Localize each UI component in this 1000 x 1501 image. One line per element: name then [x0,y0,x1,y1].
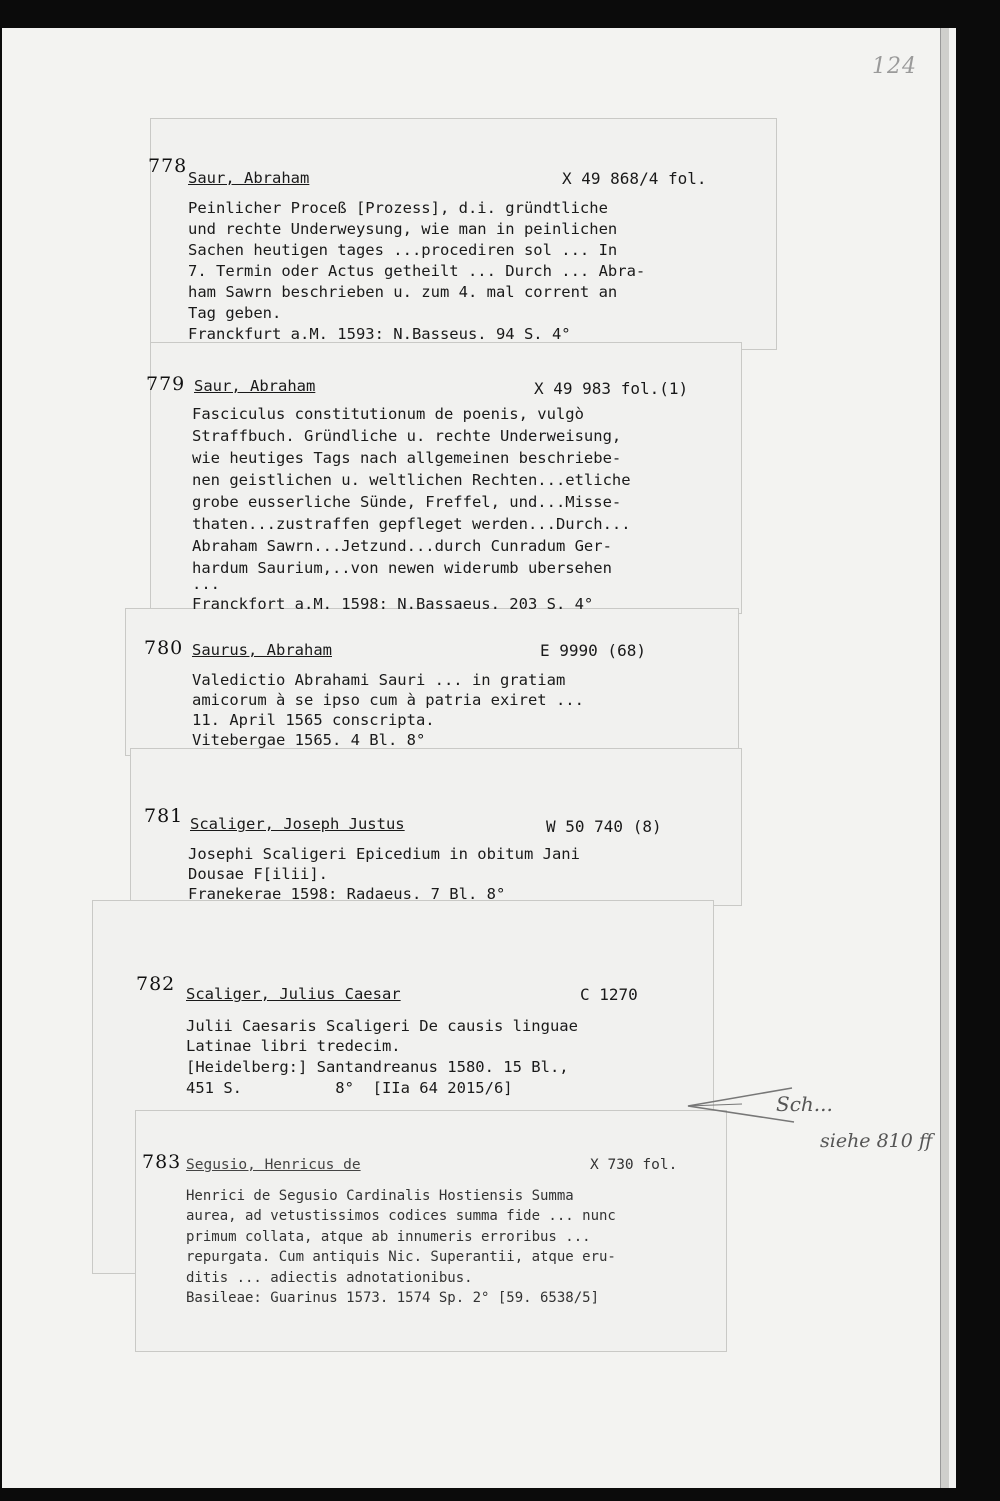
entry-heading [186,1155,361,1176]
entry-number: 780 [144,637,184,659]
author-name: Segusio, Henricus de [186,1157,361,1173]
entry-line: und rechte Underweysung, wie man in peinlichen [188,220,618,238]
imprint-line: Franckfurt a.M. 1593: N.Basseus. 94 S. 4° [188,325,571,343]
entry-heading [188,168,309,189]
entry-line: Fasciculus constitutionum de poenis, vulgò [192,405,584,423]
entry-line: primum collata, atque ab innumeris erroribus ... [186,1229,591,1245]
entry-line: ... [192,575,220,593]
imprint-line: Franekerae 1598: Radaeus. 7 Bl. 8° [188,885,506,903]
shelfmark: E 9990 (68) [540,641,646,660]
entry-line: Valedictio Abrahami Sauri ... in gratiam [192,671,566,689]
entry-line: ditis ... adiectis adnotationibus. [186,1270,473,1286]
imprint-line: 451 S. 8° [IIa 64 2015/6] [186,1079,513,1097]
entry-line: amicorum à se ipso cum à patria exiret ... [192,691,584,709]
entry-number: 782 [136,973,176,995]
entry-number: 779 [146,373,186,395]
author-name: Saur, Abraham [188,169,310,187]
entry-number: 781 [144,805,184,827]
entry-line: [Heidelberg:] Santandreanus 1580. 15 Bl., [186,1058,569,1076]
entry-line: Tag geben. [188,304,282,322]
entry-line: nen geistlichen u. weltlichen Rechten...etliche [192,471,631,489]
entry-heading [192,640,332,661]
entry-line: Josephi Scaligeri Epicedium in obitum Jani [188,845,580,863]
shelfmark: X 730 fol. [590,1157,678,1173]
entry-line: hardum Saurium,..von newen widerumb ubersehen [192,559,612,577]
entry-line: Latinae libri tredecim. [186,1037,401,1055]
shelfmark: C 1270 [580,985,638,1004]
entry-line: Sachen heutigen tages ...procediren sol ... In [188,241,618,259]
imprint-line: Vitebergae 1565. 4 Bl. 8° [192,731,426,749]
shelfmark: X 49 868/4 fol. [562,169,707,188]
entry-line: thaten...zustraffen gepfleget werden...Durch... [192,515,631,533]
entry-heading [190,814,405,835]
author-name: Saur, Abraham [194,377,316,395]
entry-line: Henrici de Segusio Cardinalis Hostiensis Summa [186,1188,574,1204]
entry-line: Dousae F[ilii]. [188,865,328,883]
author-name: Scaliger, Julius Caesar [186,985,401,1003]
entry-line: Julii Caesaris Scaligeri De causis linguae [186,1017,578,1035]
entry-line: repurgata. Cum antiquis Nic. Superantii, atque eru- [186,1249,616,1265]
imprint-line: Basileae: Guarinus 1573. 1574 Sp. 2° [59. 6538/5] [186,1290,600,1306]
entry-line: Straffbuch. Gründliche u. rechte Underweisung, [192,427,622,445]
shelfmark: W 50 740 (8) [546,817,662,836]
author-name: Scaliger, Joseph Justus [190,815,405,833]
entry-heading [194,376,315,397]
page-edge [940,28,949,1488]
entry-line: 11. April 1565 conscripta. [192,711,435,729]
imprint-line: Franckfort a.M. 1598: N.Bassaeus. 203 S. 4° [192,595,594,613]
entry-line: wie heutiges Tags nach allgemeinen beschriebe- [192,449,622,467]
entry-number: 778 [148,155,188,177]
handwritten-note: Sch... [776,1092,833,1116]
entry-number: 783 [142,1151,182,1173]
entry-line: Abraham Sawrn...Jetzund...durch Cunradum Ger- [192,537,612,555]
folio-number: 124 [872,54,917,79]
entry-line: Peinlicher Proceß [Prozess], d.i. gründtliche [188,199,608,217]
entry-line: 7. Termin oder Actus getheilt ... Durch ... Abra- [188,262,646,280]
entry-line: ham Sawrn beschrieben u. zum 4. mal corrent an [188,283,618,301]
handwritten-note: siehe 810 ff [820,1130,933,1152]
entry-line: grobe eusserliche Sünde, Freffel, und...Misse- [192,493,622,511]
entry-heading [186,984,401,1005]
entry-line: aurea, ad vetustissimos codices summa fide ... nunc [186,1208,616,1224]
author-name: Saurus, Abraham [192,641,332,659]
shelfmark: X 49 983 fol.(1) [534,379,689,398]
